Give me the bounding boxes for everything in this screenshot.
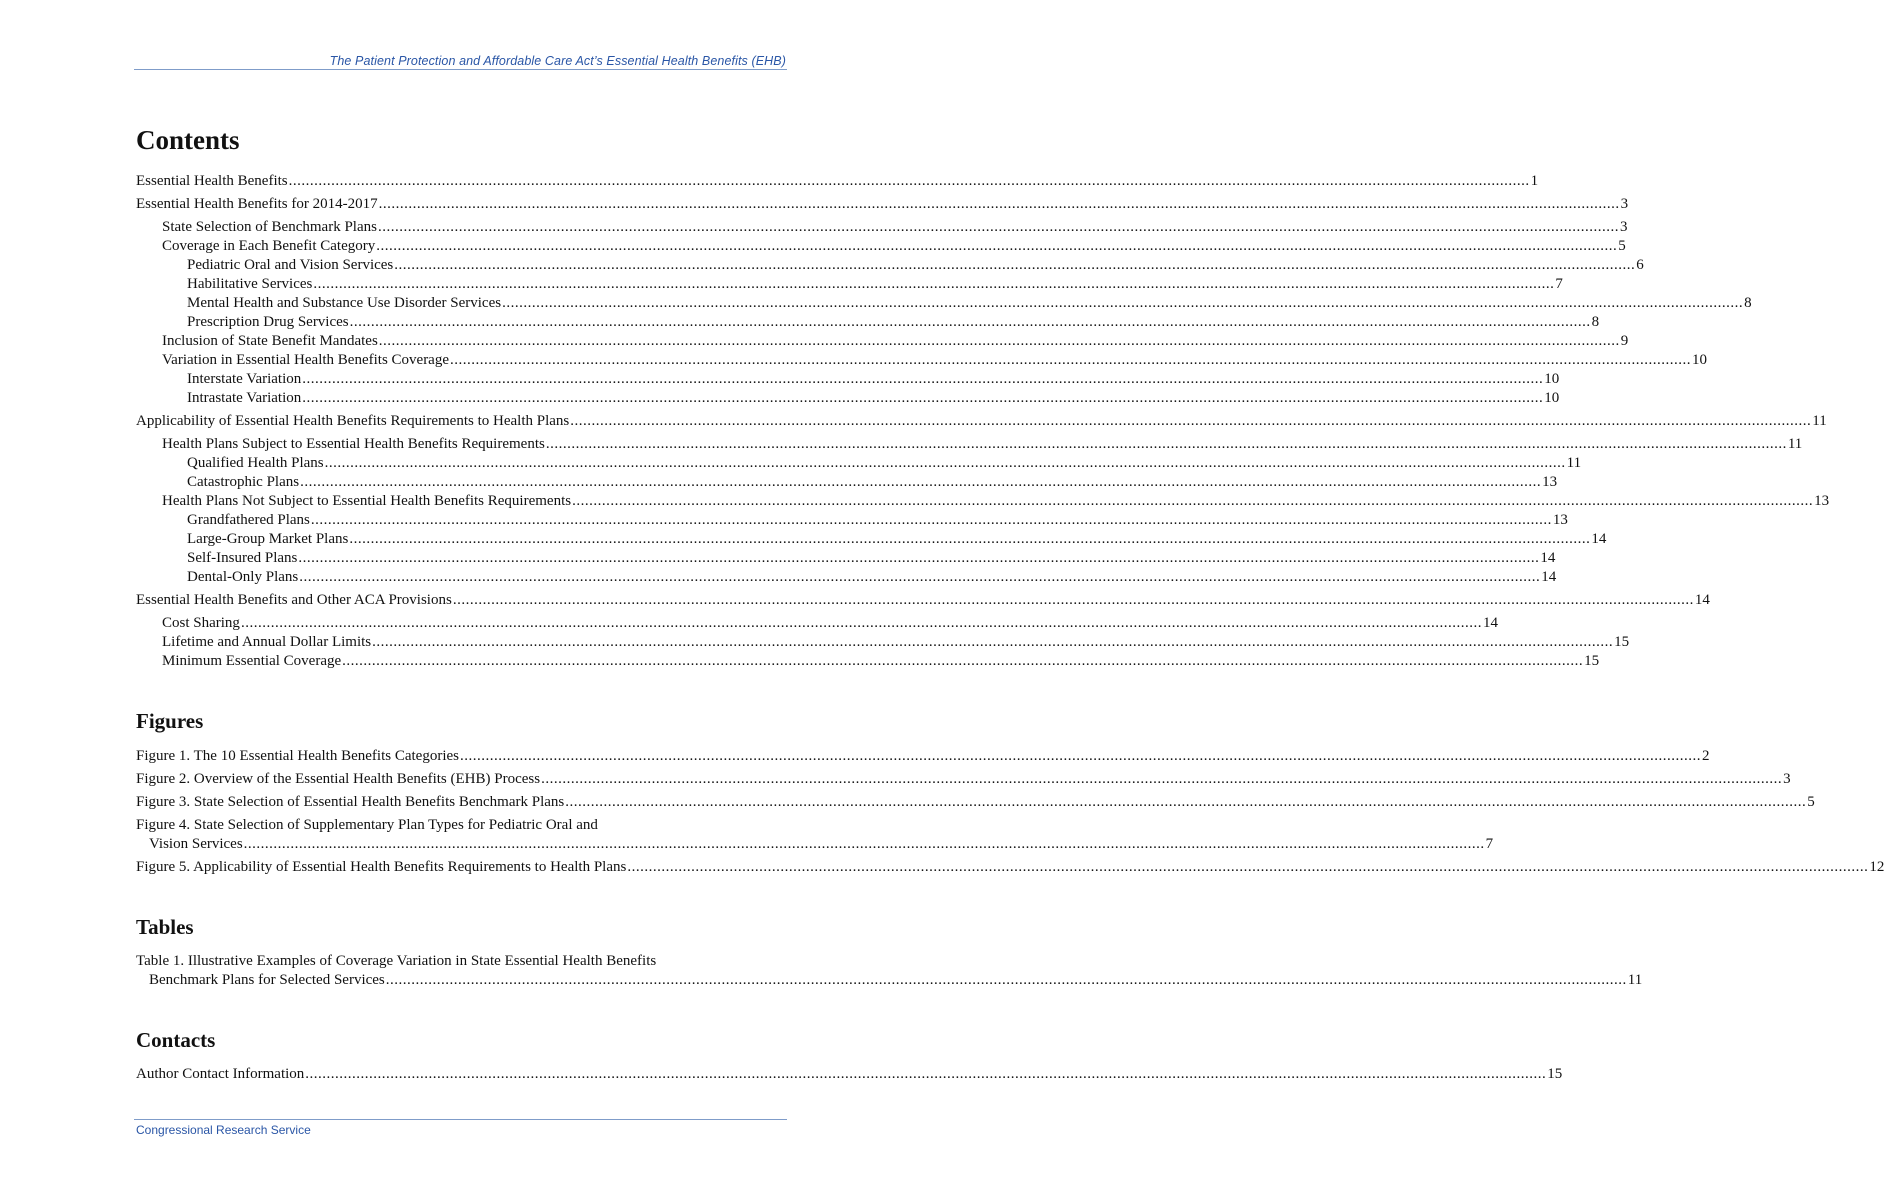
toc-entry-page: 14 xyxy=(1482,615,1498,632)
figure-entry[interactable] xyxy=(136,747,1710,766)
tables-heading: Tables xyxy=(136,914,194,939)
toc-entry-text: Pediatric Oral and Vision Services xyxy=(187,257,394,274)
toc-entry-page: 14 xyxy=(1540,550,1556,567)
toc-entry-text: Lifetime and Annual Dollar Limits xyxy=(162,634,372,651)
toc-entry[interactable] xyxy=(136,351,1707,370)
toc-entry-text: Mental Health and Substance Use Disorder Services xyxy=(187,295,502,312)
footer-publisher: Congressional Research Service xyxy=(136,1123,311,1137)
table-entry-text: Table 1. Illustrative Examples of Coverage Variation in State Essential Health Benefits xyxy=(136,952,657,969)
toc-entry[interactable] xyxy=(136,237,1626,256)
leader-dots xyxy=(305,1065,1546,1084)
table-entry-page: 11 xyxy=(1627,971,1643,988)
figure-entry-page: 7 xyxy=(1485,835,1494,852)
contents-section xyxy=(136,124,1830,671)
toc-entry-text: Prescription Drug Services xyxy=(187,314,349,331)
toc-entry-page: 8 xyxy=(1591,314,1600,331)
leader-dots xyxy=(244,835,1485,854)
leader-dots xyxy=(379,332,1620,351)
toc-entry[interactable] xyxy=(136,530,1607,549)
header-rule xyxy=(134,69,787,70)
toc-entry-text: Self-Insured Plans xyxy=(187,550,298,567)
figure-entry-text-continued: Vision Services xyxy=(149,835,243,852)
toc-entry-page: 3 xyxy=(1619,219,1628,236)
leader-dots xyxy=(386,971,1627,990)
toc-entry[interactable] xyxy=(136,195,1629,214)
leader-dots xyxy=(394,256,1635,275)
figure-entry[interactable] xyxy=(136,793,1815,812)
figure-entry-page: 5 xyxy=(1807,793,1815,810)
contents-heading: Contents xyxy=(136,125,240,155)
toc-entry[interactable] xyxy=(136,614,1498,633)
toc-entry-page: 6 xyxy=(1636,257,1644,274)
leader-dots xyxy=(379,195,1620,214)
leader-dots xyxy=(350,313,1591,332)
leader-dots xyxy=(313,275,1554,294)
toc-entry-page: 9 xyxy=(1620,333,1629,350)
toc-entry[interactable] xyxy=(136,412,1827,431)
toc-entry[interactable] xyxy=(136,633,1630,652)
leader-dots xyxy=(378,218,1619,237)
toc-entry-text: Interstate Variation xyxy=(187,371,302,388)
toc-entry[interactable] xyxy=(136,568,1557,587)
running-header-title: The Patient Protection and Affordable Care Act’s Essential Health Benefits (EHB) xyxy=(329,54,786,68)
toc-entry-page: 13 xyxy=(1542,474,1558,491)
leader-dots xyxy=(302,370,1543,389)
toc-entry-page: 8 xyxy=(1744,295,1752,312)
toc-entry[interactable] xyxy=(136,591,1710,610)
leader-dots xyxy=(546,435,1787,454)
toc-entry-page: 15 xyxy=(1614,634,1630,651)
toc-entry-page: 14 xyxy=(1541,569,1557,586)
toc-entry[interactable] xyxy=(136,256,1644,275)
toc-entry[interactable] xyxy=(136,370,1560,389)
leader-dots xyxy=(570,412,1811,431)
contact-entry[interactable] xyxy=(136,1065,1563,1084)
toc-entry-text: Coverage in Each Benefit Category xyxy=(162,238,376,255)
figure-entry-text: Figure 5. Applicability of Essential Health Benefits Requirements to Health Plans xyxy=(136,858,627,875)
toc-entry-text: Minimum Essential Coverage xyxy=(162,653,342,670)
toc-entry[interactable] xyxy=(136,275,1563,294)
toc-entry-page: 13 xyxy=(1552,512,1568,529)
toc-entry[interactable] xyxy=(136,473,1558,492)
toc-entry-text: Essential Health Benefits for 2014-2017 xyxy=(136,196,378,213)
leader-dots xyxy=(453,591,1694,610)
leader-dots xyxy=(325,454,1566,473)
toc-entry[interactable] xyxy=(136,549,1556,568)
leader-dots xyxy=(372,633,1613,652)
table-entry[interactable] xyxy=(136,952,1643,990)
leader-dots xyxy=(627,858,1868,877)
contact-entry-text: Author Contact Information xyxy=(136,1065,305,1082)
toc-entry-text: Essential Health Benefits xyxy=(136,173,288,190)
figure-entry[interactable] xyxy=(136,770,1791,789)
leader-dots xyxy=(298,549,1539,568)
figure-entry-text: Figure 3. State Selection of Essential Health Benefits Benchmark Plans xyxy=(136,793,565,810)
toc-entry[interactable] xyxy=(136,294,1752,313)
figure-entry-page: 3 xyxy=(1783,770,1791,787)
toc-entry-page: 11 xyxy=(1566,455,1582,472)
toc-entry-text: Dental-Only Plans xyxy=(187,569,299,586)
contacts-heading: Contacts xyxy=(136,1027,216,1052)
toc-entry[interactable] xyxy=(136,454,1582,473)
leader-dots xyxy=(241,614,1482,633)
toc-entry[interactable] xyxy=(136,511,1568,530)
toc-entry-text: Catastrophic Plans xyxy=(187,474,300,491)
figures-heading: Figures xyxy=(136,709,204,734)
tables-section xyxy=(136,914,1643,990)
toc-entry-page: 14 xyxy=(1694,592,1710,609)
figure-entry-page: 12 xyxy=(1869,858,1884,875)
toc-entry[interactable] xyxy=(136,435,1803,454)
table-of-contents xyxy=(136,124,1884,1122)
toc-entry-text: Variation in Essential Health Benefits Coverage xyxy=(162,352,449,369)
toc-entry-text: Grandfathered Plans xyxy=(187,512,310,529)
toc-entry[interactable] xyxy=(136,172,1539,191)
toc-entry-text: Health Plans Not Subject to Essential Health Benefits Requirements xyxy=(162,493,572,510)
toc-entry[interactable] xyxy=(136,652,1600,671)
toc-entry-page: 10 xyxy=(1544,371,1560,388)
toc-entry-page: 7 xyxy=(1555,276,1563,293)
toc-entry-text: Qualified Health Plans xyxy=(187,455,324,472)
toc-entry-text: Large-Group Market Plans xyxy=(187,531,349,548)
leader-dots xyxy=(349,530,1590,549)
figures-section xyxy=(136,709,1884,876)
toc-entry[interactable] xyxy=(136,332,1629,351)
toc-entry-page: 1 xyxy=(1530,173,1539,190)
leader-dots xyxy=(450,351,1691,370)
leader-dots xyxy=(311,511,1552,530)
leader-dots xyxy=(302,389,1543,408)
figure-entry[interactable] xyxy=(136,858,1884,877)
leader-dots xyxy=(300,473,1541,492)
figure-entry[interactable] xyxy=(136,816,1494,854)
toc-entry[interactable] xyxy=(136,492,1830,511)
toc-entry-page: 14 xyxy=(1591,531,1607,548)
toc-entry-page: 13 xyxy=(1814,493,1830,510)
leader-dots xyxy=(565,793,1806,812)
footer-rule xyxy=(134,1119,787,1120)
toc-entry-text: Intrastate Variation xyxy=(187,390,302,407)
toc-entry-page: 11 xyxy=(1812,413,1827,430)
leader-dots xyxy=(289,172,1530,191)
leader-dots xyxy=(572,492,1813,511)
figure-entry-text: Figure 2. Overview of the Essential Health Benefits (EHB) Process xyxy=(136,770,541,787)
leader-dots xyxy=(299,568,1540,587)
table-entry-text-continued: Benchmark Plans for Selected Services xyxy=(149,971,385,988)
toc-entry-text: Inclusion of State Benefit Mandates xyxy=(162,333,378,350)
toc-entry-text: State Selection of Benchmark Plans xyxy=(162,219,377,236)
toc-entry[interactable] xyxy=(136,218,1628,237)
toc-entry-text: Health Plans Subject to Essential Health Benefits Requirements xyxy=(162,436,545,453)
toc-entry-page: 15 xyxy=(1584,653,1600,670)
leader-dots xyxy=(376,237,1617,256)
toc-entry-text: Habilitative Services xyxy=(187,276,313,293)
toc-entry-text: Essential Health Benefits and Other ACA Provisions xyxy=(136,592,452,609)
leader-dots xyxy=(342,652,1583,671)
figure-entry-text: Figure 1. The 10 Essential Health Benefits Categories xyxy=(136,747,459,764)
contacts-section xyxy=(136,1027,1563,1084)
toc-entry-text: Cost Sharing xyxy=(162,615,240,632)
toc-entry-page: 3 xyxy=(1620,196,1629,213)
figure-entry-page: 2 xyxy=(1701,747,1710,764)
toc-entry-page: 11 xyxy=(1787,436,1803,453)
leader-dots xyxy=(502,294,1743,313)
toc-entry[interactable] xyxy=(136,313,1600,332)
toc-entry-page: 10 xyxy=(1692,352,1707,369)
toc-entry-page: 5 xyxy=(1618,238,1626,255)
toc-entry-text: Applicability of Essential Health Benefits Requirements to Health Plans xyxy=(136,413,570,430)
contact-entry-page: 15 xyxy=(1547,1065,1563,1082)
toc-entry[interactable] xyxy=(136,389,1560,408)
toc-entry-page: 10 xyxy=(1544,390,1560,407)
leader-dots xyxy=(460,747,1701,766)
leader-dots xyxy=(541,770,1782,789)
figure-entry-text: Figure 4. State Selection of Supplementary Plan Types for Pediatric Oral and xyxy=(136,816,598,833)
